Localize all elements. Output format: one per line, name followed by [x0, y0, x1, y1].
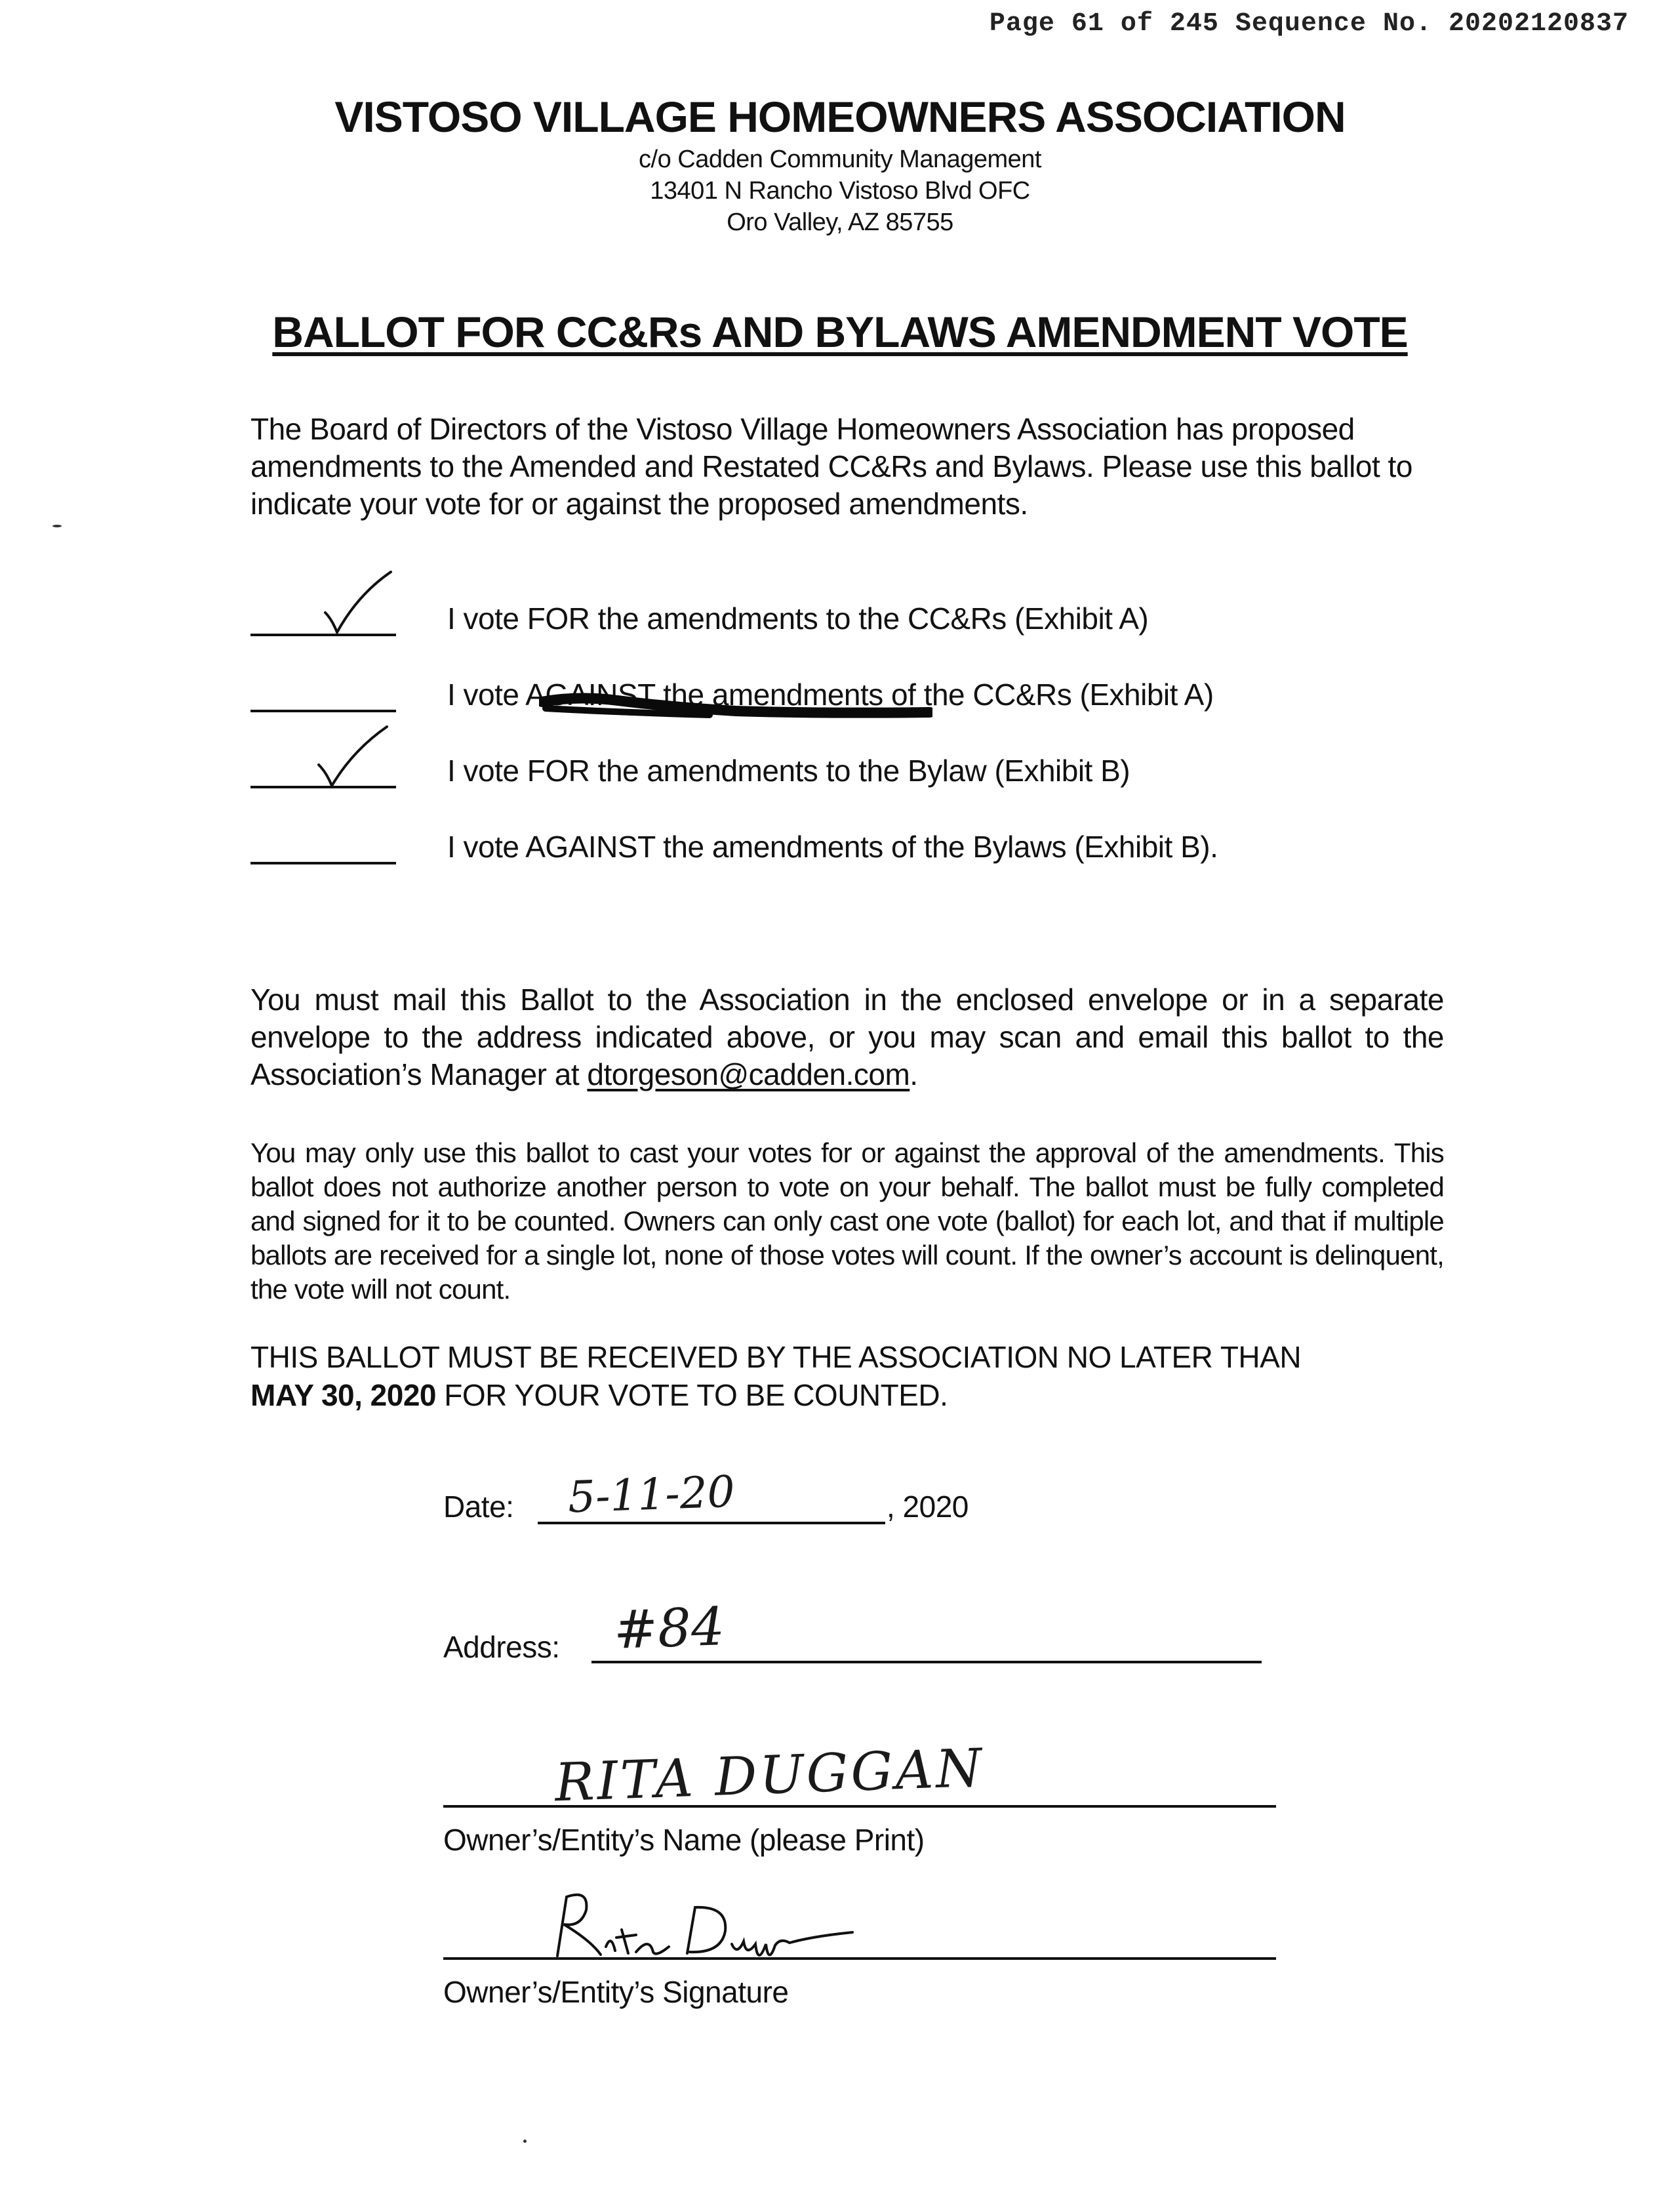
deadline-line-2	[250, 1376, 1444, 1414]
address-handwritten-value: #84	[612, 1596, 726, 1661]
deadline-date: MAY 30, 2020	[250, 1378, 437, 1412]
address-label: Address:	[443, 1630, 560, 1664]
page-sequence-stamp: Page 61 of 245 Sequence No. 20202120837	[989, 9, 1629, 39]
association-name: VISTOSO VILLAGE HOMEOWNERS ASSOCIATION	[334, 92, 1346, 141]
check-mark-icon	[320, 568, 405, 640]
date-label: Date:	[443, 1490, 514, 1524]
address-line[interactable]	[591, 1659, 1262, 1663]
owner-name-label: Owner’s/Entity’s Name (please Print)	[443, 1823, 925, 1857]
vote-option-label: I vote AGAINST the amendments of the Bylaws (Exhibit B).	[447, 830, 1218, 864]
signature-label: Owner’s/Entity’s Signature	[443, 1975, 789, 2009]
vote-option-label: I vote FOR the amendments to the CC&Rs (Exhibit A)	[447, 601, 1149, 636]
ballot-title: BALLOT FOR CC&Rs AND BYLAWS AMENDMENT VOTE	[272, 308, 1408, 356]
intro-paragraph: The Board of Directors of the Vistoso Village Homeowners Association has proposed amendments to the Amended and Restated CC&Rs and Bylaws. Please use this ballot to indicate your vote for or against the proposed amendments.	[250, 412, 1412, 521]
date-year-suffix: , 2020	[887, 1490, 969, 1524]
mail-instructions	[250, 981, 1444, 1093]
date-handwritten-value: 5-11-20	[567, 1466, 736, 1523]
association-city: Oro Valley, AZ 85755	[727, 209, 953, 236]
deadline-line-2-rest: FOR YOUR VOTE TO BE COUNTED.	[436, 1378, 948, 1412]
vote-line[interactable]	[250, 708, 396, 712]
deadline-notice	[250, 1338, 1444, 1414]
scan-speck	[52, 525, 62, 527]
deadline-line-1: THIS BALLOT MUST BE RECEIVED BY THE ASSOCIATION NO LATER THAN	[250, 1340, 1302, 1374]
redaction-mark	[539, 693, 932, 719]
mail-instructions-text: You must mail this Ballot to the Association in the enclosed envelope or in a separate envelope to the address indicated above, or you may scan and email this ballot to the Association’s Manager at	[250, 983, 1444, 1091]
manager-email-link[interactable]: dtorgeson@cadden.com	[587, 1057, 910, 1091]
owner-name-handwritten-value: RITA DUGGAN	[553, 1737, 986, 1814]
scan-speck	[523, 2140, 527, 2143]
vote-option-label: I vote FOR the amendments to the Bylaw (Exhibit B)	[447, 754, 1130, 788]
vote-option-label: I vote AGAINST the amendments of the CC&Rs (Exhibit A)	[447, 678, 1214, 712]
association-care-of: c/o Cadden Community Management	[639, 146, 1041, 173]
ballot-rules: You may only use this ballot to cast your votes for or against the approval of the amendments. This ballot does not authorize another person to vote on your behalf. The ballot must be fully completed and signed for it to be counted. Owners can only cast one vote (ballot) for each lot, and that if multiple ballots are received for a single lot, none of those votes will count. If the owner’s account is delinquent, the vote will not count.	[250, 1137, 1444, 1305]
check-mark-icon	[313, 721, 399, 794]
signature-line[interactable]	[443, 1956, 1276, 1960]
mail-instructions-end: .	[910, 1057, 918, 1091]
owner-name-line[interactable]	[443, 1804, 1276, 1808]
vote-line[interactable]	[250, 861, 396, 864]
association-street: 13401 N Rancho Vistoso Blvd OFC	[650, 177, 1030, 205]
